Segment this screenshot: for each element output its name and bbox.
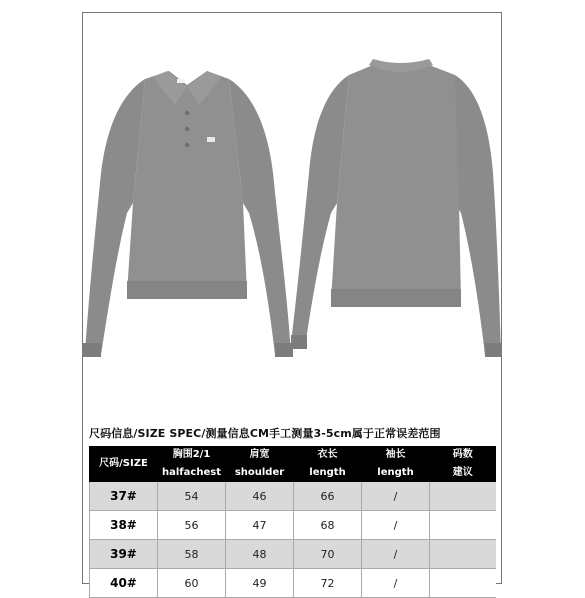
table-header-row <box>90 446 496 464</box>
column-header-chest: 胸围2/1 <box>158 446 226 464</box>
size-cell: 38# <box>90 511 158 540</box>
sleeve-cell: / <box>362 511 430 540</box>
column-header-shoulder: 肩宽 <box>226 446 294 464</box>
table-row <box>90 569 496 598</box>
table-row <box>90 540 496 569</box>
size-chart-table <box>89 446 496 598</box>
sweater-back-image <box>291 59 501 357</box>
column-header-length: 衣长 <box>294 446 362 464</box>
column-header-advice: 码数 <box>430 446 496 464</box>
column-subheader-length: length <box>294 464 362 482</box>
sleeve-cell: / <box>362 482 430 511</box>
chest-cell: 60 <box>158 569 226 598</box>
column-subheader-chest: halfachest <box>158 464 226 482</box>
size-cell: 40# <box>90 569 158 598</box>
sweater-front-image <box>83 71 293 357</box>
product-photo <box>83 13 501 411</box>
shoulder-cell: 49 <box>226 569 294 598</box>
advice-cell <box>430 569 496 598</box>
chest-cell: 58 <box>158 540 226 569</box>
chest-cell: 56 <box>158 511 226 540</box>
column-header-size: 尺码/SIZE <box>90 446 158 482</box>
table-row <box>90 482 496 511</box>
column-subheader-advice: 建议 <box>430 464 496 482</box>
column-subheader-sleeve: length <box>362 464 430 482</box>
length-cell: 66 <box>294 482 362 511</box>
length-cell: 70 <box>294 540 362 569</box>
product-card <box>82 12 502 590</box>
length-cell: 72 <box>294 569 362 598</box>
size-cell: 37# <box>90 482 158 511</box>
table-row <box>90 511 496 540</box>
size-cell: 39# <box>90 540 158 569</box>
advice-cell <box>430 482 496 511</box>
shoulder-cell: 47 <box>226 511 294 540</box>
shoulder-cell: 46 <box>226 482 294 511</box>
size-spec-title: 尺码信息/SIZE SPEC/测量信息CM手工测量3-5cm属于正常误差范围 <box>89 427 441 440</box>
sweater-illustration <box>83 13 501 411</box>
shoulder-cell: 48 <box>226 540 294 569</box>
column-subheader-shoulder: shoulder <box>226 464 294 482</box>
advice-cell <box>430 540 496 569</box>
chest-cell: 54 <box>158 482 226 511</box>
sleeve-cell: / <box>362 540 430 569</box>
sleeve-cell: / <box>362 569 430 598</box>
column-header-sleeve: 袖长 <box>362 446 430 464</box>
length-cell: 68 <box>294 511 362 540</box>
advice-cell <box>430 511 496 540</box>
